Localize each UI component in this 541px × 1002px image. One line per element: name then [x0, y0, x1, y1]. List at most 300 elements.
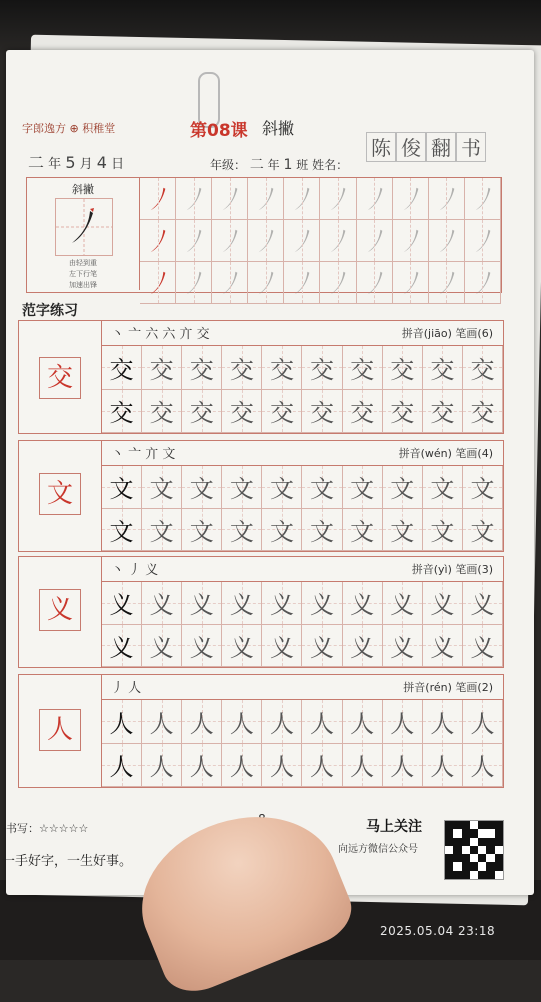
qr-module	[470, 854, 478, 862]
slant-stroke-icon	[320, 262, 355, 303]
pinyin-label: 拼音(yì)	[411, 563, 452, 576]
slant-stroke-icon	[212, 220, 247, 261]
qr-module	[486, 846, 494, 854]
qr-module	[486, 871, 494, 879]
slant-stroke-icon	[393, 220, 428, 261]
practice-cell	[463, 582, 503, 625]
name-char: 陈	[366, 132, 396, 162]
slant-stroke-icon	[284, 178, 319, 219]
practice-char: 人	[350, 753, 375, 782]
slant-stroke-icon	[140, 262, 175, 303]
slant-stroke-icon	[320, 220, 355, 261]
practice-char: 文	[149, 517, 174, 546]
practice-cell	[463, 346, 503, 390]
practice-char: 文	[310, 475, 335, 504]
practice-char: 义	[229, 591, 254, 620]
qr-module	[495, 854, 503, 862]
tip-line: 加速出锋	[69, 281, 97, 289]
practice-char: 交	[310, 399, 335, 428]
qr-module	[445, 854, 453, 862]
strokes-count-label: 笔画(6)	[455, 327, 493, 340]
practice-char: 义	[430, 633, 455, 662]
slant-stroke-icon	[176, 262, 211, 303]
year-label: 年	[48, 157, 62, 172]
practice-cell	[302, 346, 342, 390]
practice-char: 义	[350, 633, 375, 662]
pinyin-label: 拼音(jiāo)	[401, 327, 452, 340]
practice-cell	[102, 700, 142, 744]
stroke-practice-cell	[320, 178, 356, 220]
qr-module	[495, 871, 503, 879]
practice-cell	[222, 582, 262, 625]
practice-cell	[302, 744, 342, 788]
stroke-practice-cell	[393, 178, 429, 220]
practice-cell	[182, 466, 222, 509]
model-char-cell	[19, 441, 102, 551]
stroke-practice-grid	[140, 178, 501, 292]
practice-char: 义	[109, 633, 134, 662]
stroke-practice-cell	[140, 220, 176, 262]
stroke-practice-cell	[284, 220, 320, 262]
practice-char: 文	[390, 517, 415, 546]
model-char-cell	[19, 557, 102, 667]
qr-module	[462, 846, 470, 854]
practice-grid	[102, 581, 503, 667]
practice-cell	[222, 700, 262, 744]
practice-char: 人	[189, 753, 214, 782]
qr-module	[445, 871, 453, 879]
slant-stroke-icon	[465, 262, 500, 303]
practice-char: 人	[229, 709, 254, 738]
class-value-handwritten: 1	[283, 157, 293, 173]
qr-module	[495, 829, 503, 837]
section-title: 范字练习	[22, 303, 78, 319]
practice-char: 人	[350, 709, 375, 738]
practice-char: 交	[229, 399, 254, 428]
practice-char: 文	[470, 517, 495, 546]
char-block	[18, 674, 504, 788]
practice-cell	[102, 625, 142, 668]
qr-module	[462, 871, 470, 879]
practice-char: 文	[430, 517, 455, 546]
qr-module	[445, 862, 453, 870]
practice-cell	[423, 744, 463, 788]
practice-char: 交	[269, 399, 294, 428]
stroke-practice-cell	[465, 220, 501, 262]
slant-stroke-icon	[429, 220, 464, 261]
practice-char: 文	[350, 517, 375, 546]
practice-char: 义	[390, 591, 415, 620]
practice-char: 人	[470, 709, 495, 738]
slant-stroke-icon	[320, 178, 355, 219]
practice-char: 义	[109, 591, 134, 620]
day-label: 日	[111, 157, 125, 172]
stroke-practice-cell	[429, 262, 465, 304]
slant-stroke-icon	[465, 178, 500, 219]
qr-code-icon	[444, 820, 504, 880]
practice-char: 人	[470, 753, 495, 782]
practice-char: 交	[149, 355, 174, 384]
slant-stroke-icon	[212, 262, 247, 303]
practice-char: 文	[310, 517, 335, 546]
practice-cell	[102, 509, 142, 552]
practice-char: 交	[470, 399, 495, 428]
practice-char: 人	[149, 753, 174, 782]
practice-cell	[262, 509, 302, 552]
practice-cell	[463, 744, 503, 788]
stroke-practice-cell	[248, 220, 284, 262]
date-year-handwritten: 二	[28, 153, 45, 172]
practice-char: 交	[350, 355, 375, 384]
stroke-practice-cell	[429, 220, 465, 262]
practice-char: 人	[109, 753, 134, 782]
practice-grid	[102, 345, 503, 433]
practice-char: 义	[470, 591, 495, 620]
practice-char: 人	[109, 709, 134, 738]
model-char: 人	[39, 709, 81, 751]
stroke-practice-cell	[212, 178, 248, 220]
practice-cell	[142, 744, 182, 788]
practice-char: 人	[430, 709, 455, 738]
stroke-demo	[27, 178, 140, 290]
qr-module	[495, 846, 503, 854]
qr-module	[470, 846, 478, 854]
practice-char: 义	[149, 591, 174, 620]
practice-cell	[423, 346, 463, 390]
practice-char: 义	[390, 633, 415, 662]
qr-module	[478, 862, 486, 870]
practice-cell	[262, 346, 302, 390]
stroke-practice-cell	[284, 262, 320, 304]
practice-cell	[423, 466, 463, 509]
model-char: 交	[39, 357, 81, 399]
practice-char: 义	[470, 633, 495, 662]
stroke-practice-cell	[320, 262, 356, 304]
practice-cell	[383, 466, 423, 509]
practice-char: 人	[269, 709, 294, 738]
strokes-count-label: 笔画(2)	[455, 681, 493, 694]
practice-cell	[182, 390, 222, 434]
qr-module	[453, 862, 461, 870]
practice-cell	[142, 509, 182, 552]
practice-cell	[302, 390, 342, 434]
practice-cell	[423, 582, 463, 625]
qr-module	[470, 821, 478, 829]
model-char-cell	[19, 321, 102, 433]
practice-char: 义	[350, 591, 375, 620]
slant-stroke-icon	[248, 178, 283, 219]
practice-cell	[142, 346, 182, 390]
slant-stroke-icon	[140, 220, 175, 261]
strokes-count-label: 笔画(4)	[455, 447, 493, 460]
qr-module	[486, 821, 494, 829]
practice-cell	[343, 390, 383, 434]
qr-module	[486, 854, 494, 862]
practice-cell	[383, 625, 423, 668]
slant-stroke-icon	[176, 220, 211, 261]
name-char: 书	[456, 132, 486, 162]
grade-label: 年级：	[210, 158, 247, 172]
char-block	[18, 440, 504, 552]
practice-cell	[463, 390, 503, 434]
practice-cell	[423, 625, 463, 668]
name-char: 俊	[396, 132, 426, 162]
stroke-practice-panel	[26, 177, 502, 293]
stroke-practice-cell	[465, 262, 501, 304]
practice-char: 人	[269, 753, 294, 782]
class-label: 班 姓名：	[296, 158, 349, 172]
slant-stroke-icon	[176, 178, 211, 219]
practice-cell	[102, 466, 142, 509]
practice-char: 人	[310, 709, 335, 738]
practice-char: 义	[229, 633, 254, 662]
practice-char: 人	[390, 753, 415, 782]
stroke-practice-cell	[248, 178, 284, 220]
stroke-practice-cell	[284, 178, 320, 220]
practice-cell	[463, 466, 503, 509]
stroke-practice-cell	[176, 262, 212, 304]
pinyin-label: 拼音(rén)	[403, 681, 452, 694]
tip-line: 由轻到重	[69, 259, 97, 267]
practice-cell	[262, 582, 302, 625]
practice-cell	[383, 346, 423, 390]
motto: 一手好字，一生好事。	[2, 854, 133, 869]
practice-char: 交	[189, 399, 214, 428]
qr-module	[478, 821, 486, 829]
practice-char: 义	[269, 591, 294, 620]
qr-module	[470, 871, 478, 879]
practice-char: 文	[350, 475, 375, 504]
practice-cell	[262, 390, 302, 434]
pinyin-label: 拼音(wén)	[398, 447, 452, 460]
qr-module	[495, 821, 503, 829]
practice-cell	[343, 582, 383, 625]
photo-timestamp: 2025.05.04 23:18	[380, 924, 496, 938]
practice-cell	[423, 390, 463, 434]
practice-cell	[182, 625, 222, 668]
stroke-practice-cell	[140, 262, 176, 304]
qr-module	[486, 838, 494, 846]
grade-value-handwritten: 二	[249, 157, 264, 173]
practice-char: 文	[189, 517, 214, 546]
practice-cell	[142, 582, 182, 625]
qr-module	[478, 854, 486, 862]
slant-stroke-icon	[465, 220, 500, 261]
slant-stroke-icon	[248, 220, 283, 261]
practice-char: 义	[189, 633, 214, 662]
practice-cell	[463, 509, 503, 552]
lesson-name: 斜撇	[262, 119, 295, 138]
stroke-order: 丶 丿 义	[111, 563, 159, 578]
practice-char: 文	[109, 475, 134, 504]
practice-cell	[222, 346, 262, 390]
slant-stroke-icon	[357, 178, 392, 219]
practice-char: 交	[109, 399, 134, 428]
lesson-number: 第08课	[190, 121, 248, 141]
pinyin-strokes	[403, 679, 493, 695]
slant-stroke-icon	[357, 262, 392, 303]
practice-cell	[222, 390, 262, 434]
slant-stroke-icon	[429, 178, 464, 219]
date-day-handwritten: 4	[96, 153, 107, 172]
practice-char: 交	[310, 355, 335, 384]
practice-char: 义	[430, 591, 455, 620]
stroke-practice-cell	[176, 178, 212, 220]
qr-module	[486, 829, 494, 837]
practice-cell	[262, 744, 302, 788]
stroke-practice-cell	[393, 220, 429, 262]
stroke-demo-title: 斜撇	[72, 183, 94, 196]
slant-stroke-icon	[393, 262, 428, 303]
pinyin-strokes	[402, 325, 493, 341]
practice-char: 交	[149, 399, 174, 428]
practice-cell	[262, 466, 302, 509]
practice-cell	[262, 625, 302, 668]
qr-module	[470, 829, 478, 837]
qr-module	[478, 846, 486, 854]
pinyin-strokes	[399, 445, 493, 461]
practice-cell	[383, 744, 423, 788]
qr-module	[453, 838, 461, 846]
practice-cell	[383, 509, 423, 552]
stroke-practice-cell	[176, 220, 212, 262]
qr-module	[445, 846, 453, 854]
practice-char: 人	[390, 709, 415, 738]
practice-cell	[343, 744, 383, 788]
stroke-practice-cell	[320, 220, 356, 262]
practice-grid	[102, 465, 503, 551]
practice-cell	[383, 582, 423, 625]
follow-title: 马上关注	[366, 819, 422, 835]
practice-cell	[142, 700, 182, 744]
practice-cell	[222, 625, 262, 668]
model-char: 义	[39, 589, 81, 631]
practice-char: 交	[109, 355, 134, 384]
practice-char: 交	[470, 355, 495, 384]
practice-char: 交	[350, 399, 375, 428]
practice-grid	[102, 699, 503, 787]
practice-char: 文	[470, 475, 495, 504]
practice-cell	[343, 509, 383, 552]
qr-module	[453, 821, 461, 829]
stroke-practice-cell	[429, 178, 465, 220]
practice-cell	[302, 466, 342, 509]
qr-module	[462, 854, 470, 862]
practice-cell	[182, 346, 222, 390]
practice-cell	[463, 625, 503, 668]
date-month-handwritten: 5	[65, 153, 76, 172]
char-block	[18, 556, 504, 668]
practice-char: 义	[189, 591, 214, 620]
practice-cell	[102, 390, 142, 434]
practice-cell	[383, 700, 423, 744]
stroke-practice-cell	[393, 262, 429, 304]
strokes-count-label: 笔画(3)	[455, 563, 493, 576]
model-char: 文	[39, 473, 81, 515]
practice-char: 文	[189, 475, 214, 504]
stroke-order: 丿 人	[111, 681, 142, 696]
practice-char: 交	[269, 355, 294, 384]
qr-module	[445, 838, 453, 846]
month-label: 月	[79, 157, 93, 172]
practice-char: 文	[229, 475, 254, 504]
qr-module	[470, 838, 478, 846]
practice-char: 文	[149, 475, 174, 504]
practice-cell	[302, 509, 342, 552]
qr-module	[453, 846, 461, 854]
practice-cell	[423, 509, 463, 552]
practice-cell	[463, 700, 503, 744]
qr-module	[445, 829, 453, 837]
slant-stroke-icon	[248, 262, 283, 303]
qr-module	[453, 854, 461, 862]
slant-stroke-icon	[56, 199, 112, 255]
slant-stroke-icon	[357, 220, 392, 261]
qr-module	[462, 838, 470, 846]
model-char-cell	[19, 675, 102, 787]
practice-char: 文	[229, 517, 254, 546]
practice-char: 人	[310, 753, 335, 782]
stroke-practice-cell	[212, 220, 248, 262]
qr-module	[470, 862, 478, 870]
practice-cell	[222, 466, 262, 509]
stroke-practice-cell	[465, 178, 501, 220]
practice-cell	[343, 625, 383, 668]
practice-char: 交	[390, 399, 415, 428]
practice-char: 交	[189, 355, 214, 384]
practice-char: 文	[430, 475, 455, 504]
practice-cell	[102, 346, 142, 390]
practice-cell	[102, 744, 142, 788]
stroke-practice-cell	[248, 262, 284, 304]
practice-char: 人	[430, 753, 455, 782]
practice-cell	[222, 744, 262, 788]
qr-module	[462, 829, 470, 837]
practice-char: 交	[390, 355, 415, 384]
practice-cell	[262, 700, 302, 744]
qr-module	[462, 821, 470, 829]
tip-line: 左下行笔	[69, 270, 97, 278]
char-block	[18, 320, 504, 434]
stroke-practice-cell	[357, 178, 393, 220]
practice-cell	[182, 744, 222, 788]
practice-char: 文	[269, 517, 294, 546]
practice-char: 文	[109, 517, 134, 546]
qr-module	[495, 838, 503, 846]
stroke-order: 丶 亠 六 六 亣 交	[111, 327, 210, 342]
practice-char: 文	[269, 475, 294, 504]
practice-char: 交	[229, 355, 254, 384]
stroke-practice-cell	[357, 220, 393, 262]
stroke-practice-cell	[212, 262, 248, 304]
stroke-order: 丶 亠 亣 文	[111, 447, 176, 462]
practice-cell	[343, 346, 383, 390]
practice-char: 文	[390, 475, 415, 504]
slant-stroke-icon	[429, 262, 464, 303]
slant-stroke-icon	[393, 178, 428, 219]
qr-module	[478, 838, 486, 846]
practice-cell	[182, 509, 222, 552]
qr-module	[478, 829, 486, 837]
qr-module	[462, 862, 470, 870]
qr-module	[445, 821, 453, 829]
writing-rating: 书写：☆☆☆☆☆	[6, 822, 89, 835]
brand-logo: 字郎逸方 ⊕ 积稚堂	[22, 122, 116, 135]
practice-cell	[182, 582, 222, 625]
practice-cell	[142, 466, 182, 509]
qr-module	[453, 829, 461, 837]
slant-stroke-icon	[284, 262, 319, 303]
